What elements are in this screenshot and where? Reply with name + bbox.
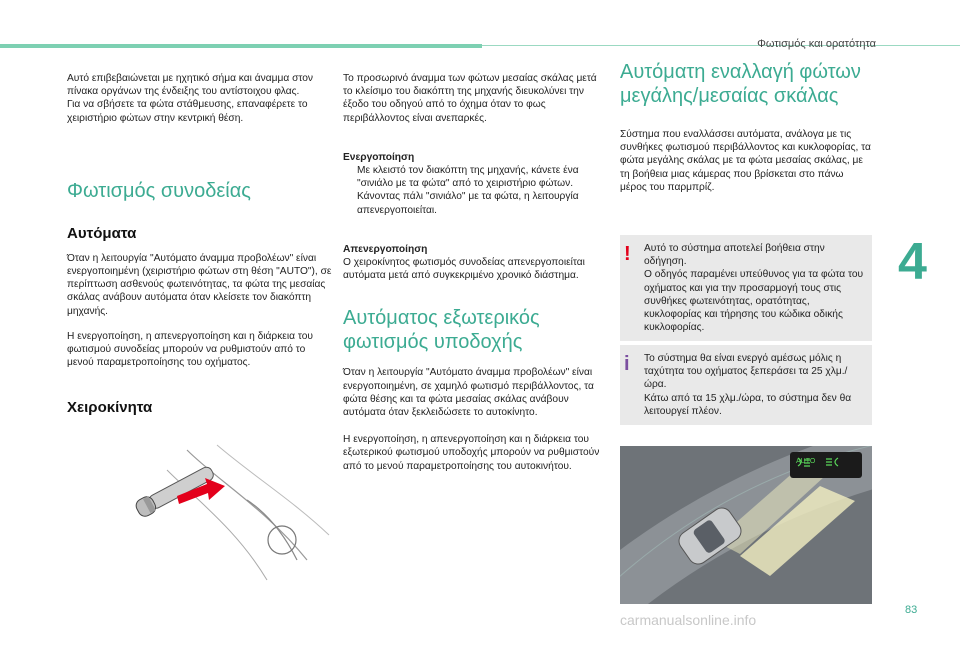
info-icon: i [624, 353, 630, 375]
bullet-marker-icon [343, 164, 357, 190]
column-2 [343, 72, 601, 473]
intro-text-2: Το προσωρινό άναμμα των φώτων μεσαίας σκάλας μετά το κλείσιμο του διακόπτη της μηχανής διευκολύνει την έξοδο του οδηγού από το όχημα όταν το φως περιβάλλοντος είναι ανεπαρκές. [343, 73, 597, 124]
activation-title: Ενεργοποίηση [343, 151, 415, 163]
auto-paragraph-2: Η ενεργοποίηση, η απενεργοποίηση και η διάρκεια του φωτισμού συνοδείας μπορούν να ρυθμιστούν από το μενού παραμετροποίησης του οχήματος. [67, 330, 313, 369]
auto-paragraph-1: Όταν η λειτουργία "Αυτόματο άναμμα προβολέων" είναι ενεργοποιημένη (χειριστήριο φώτων στη θέση "AUTO"), σε περίπτωση ασθενούς φωτεινότητας, τα φώτα της μεσαίας σκάλας ανάβουν αυτόματα όταν κλείσετε τον διακόπτη μηχανής. [67, 252, 332, 317]
activation-bullet [343, 190, 601, 216]
column-1 [67, 72, 332, 416]
bullet-text: Με κλειστό τον διακόπτη της μηχανής, κάνετε ένα "σινιάλο με τα φώτα" από το χειριστήριο φώτων. [357, 165, 579, 190]
header-accent-bar [0, 44, 482, 48]
header-rule [482, 45, 960, 46]
watermark: carmanualsonline.info [620, 612, 757, 628]
section-title-escort: Φωτισμός συνοδείας [67, 179, 251, 202]
intro-text: Αυτό επιβεβαιώνεται με ηχητικό σήμα και άναμμα στον πίνακα οργάνων της ένδειξης του αντίστοιχου φλας. Για να σβήσετε τα φώτα στάθμευσης, επαναφέρετε το χειριστήριο φώτων στην κεντρική θέση. [67, 73, 314, 124]
bullet-text: Κάνοντας πάλι "σινιάλο" με τα φώτα, η λειτουργία απενεργοποιείται. [357, 191, 579, 216]
warning-text: Αυτό το σύστημα αποτελεί βοήθεια στην οδήγηση. Ο οδηγός παραμένει υπεύθυνος για τα φώτα του οχήματος και για την προσαρμογή τους στις συνθήκες φωτεινότητας, ορατότητας, κυκλοφορίας και τήρησης του κώδικα οδικής κυκλοφορίας. [644, 243, 864, 334]
bullet-marker-icon [343, 190, 357, 216]
deactivation-title: Απενεργοποίηση [343, 243, 428, 255]
light-stalk-illustration [67, 440, 332, 590]
chapter-number: 4 [898, 233, 927, 291]
column-3 [620, 60, 872, 194]
auto-beam-paragraph: Σύστημα που εναλλάσσει αυτόματα, ανάλογα με τις συνθήκες φωτισμού περιβάλλοντος και κυκλοφορίας, τα φώτα μεγάλης σκάλας με τα φώτα μεσαίας σκάλας, με τη βοήθεια μιας κάμερας που βρίσκεται στο πάνω μέρος του παρμπρίζ. [620, 129, 871, 193]
chapter-header: Φωτισμός και ορατότητα [757, 38, 876, 50]
activation-bullets [343, 164, 601, 217]
subtitle-auto: Αυτόματα [67, 224, 137, 242]
welcome-paragraph-1: Όταν η λειτουργία "Αυτόματο άναμμα προβολέων" είναι ενεργοποιημένη, σε χαμηλό φωτισμό περιβάλλοντος, τα φώτα θέσης και τα φώτα μεσαίας σκάλας ανάβουν αυτόματα όταν ξεκλειδώσετε το αυτοκίνητο. [343, 367, 594, 419]
info-text: Το σύστημα θα είναι ενεργό αμέσως μόλις η ταχύτητα του οχήματος ξεπεράσει τα 25 χλμ./ώρα. Κάτω από τα 15 χλμ./ώρα, το σύστημα δεν θα λειτουργεί πλέον. [644, 353, 852, 417]
warning-icon: ! [624, 243, 631, 265]
page-number: 83 [905, 604, 918, 616]
section-title-auto-beam: Αυτόματη εναλλαγή φώτων μεγάλης/μεσαίας σκάλας [620, 61, 861, 107]
welcome-paragraph-2: Η ενεργοποίηση, η απενεργοποίηση και η διάρκεια του εξωτερικού φωτισμού υποδοχής μπορούν να ρυθμιστούν από το μενού παραμετροποίησης του αυτοκινήτου. [343, 434, 600, 472]
auto-beam-illustration [620, 446, 872, 604]
section-title-welcome: Αυτόματος εξωτερικός φωτισμός υποδοχής [343, 307, 540, 354]
subtitle-manual: Χειροκίνητα [67, 399, 153, 417]
deactivation-text: Ο χειροκίνητος φωτισμός συνοδείας απενεργοποιείται αυτόματα μετά από συγκεκριμένο χρονικό διάστημα. [343, 257, 585, 282]
dash-auto-label: AUTO [796, 458, 816, 465]
warning-box [620, 235, 872, 341]
info-box [620, 345, 872, 425]
activation-bullet [343, 164, 601, 190]
